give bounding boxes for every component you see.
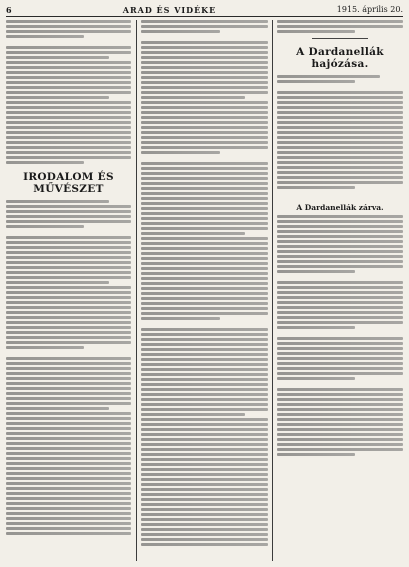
column-2 bbox=[141, 20, 268, 563]
literature-heading: IRODALOM ÉS MŰVÉSZET bbox=[23, 171, 114, 195]
dardanelles-heading: A Dardanellák hajózása. bbox=[296, 46, 384, 70]
column-rule bbox=[272, 20, 273, 561]
issue-date: 1915. április 20. bbox=[336, 4, 403, 14]
dardanelles-closed-heading: A Dardanellák zárva. bbox=[296, 203, 384, 212]
masthead bbox=[6, 3, 403, 17]
column-rule bbox=[136, 20, 137, 561]
newspaper-name: ARAD ÉS VIDÉKE bbox=[122, 4, 217, 15]
column-1 bbox=[6, 20, 131, 563]
page-number: 6 bbox=[6, 4, 12, 15]
section-divider bbox=[312, 38, 368, 39]
column-3 bbox=[277, 20, 403, 563]
